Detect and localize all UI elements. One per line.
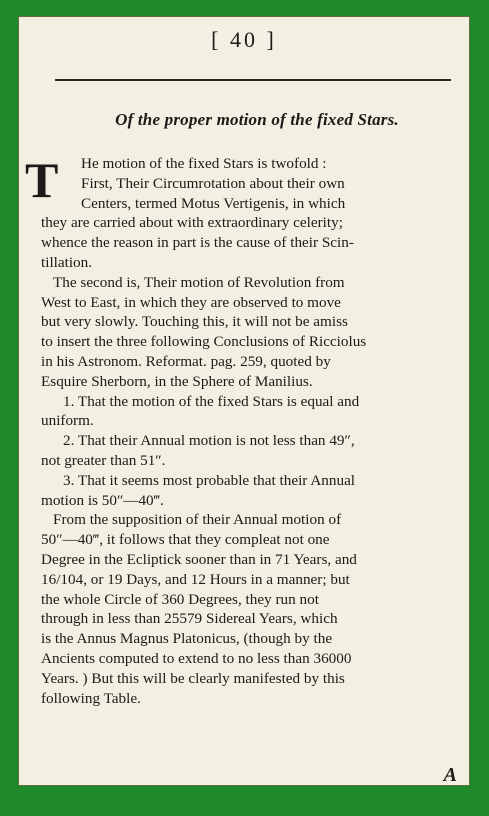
text-line: 3. That it seems most probable that their Annual (63, 471, 356, 489)
text-line: motion is 50″—40‴. (41, 491, 164, 509)
text-line: From the supposition of their Annual motion of (53, 511, 342, 529)
text-line: to insert the three following Conclusions of Ricciolus (41, 333, 367, 351)
text-line: whence the reason in part is the cause of their Scin- (41, 234, 354, 252)
text-line: Esquire Sherborn, in the Sphere of Manilius. (41, 372, 313, 390)
text-line: uniform. (41, 412, 94, 430)
header-rule (55, 79, 451, 81)
text-line: the whole Circle of 360 Degrees, they run not (41, 590, 319, 608)
text-line: Centers, termed Motus Vertigenis, in which (81, 194, 346, 212)
text-line: Years. ) But this will be clearly manifested by this (41, 669, 345, 687)
signature-mark: A (443, 764, 457, 786)
body-text (41, 154, 453, 708)
text-line: 1. That the motion of the fixed Stars is equal and (63, 392, 360, 410)
text-line: He motion of the fixed Stars is twofold : (81, 155, 327, 172)
section-heading: Of the proper motion of the fixed Stars. (115, 110, 399, 129)
text-line: West to East, in which they are observed to move (41, 293, 341, 311)
text-line: 16/104, or 19 Days, and 12 Hours in a manner; but (41, 570, 350, 588)
text-line: through in less than 25579 Sidereal Years, which (41, 610, 338, 628)
text-line: but very slowly. Touching this, it will not be amiss (41, 313, 348, 331)
text-line: is the Annus Magnus Platonicus, (though by the (41, 630, 333, 648)
book-page (18, 16, 470, 786)
drop-cap: T (25, 152, 59, 208)
page-number: [ 40 ] (211, 27, 277, 52)
text-line: tillation. (41, 253, 93, 271)
text-line: they are carried about with extraordinary celerity; (41, 214, 343, 232)
text-line: Degree in the Eclіptick sooner than in 71 Years, and (41, 550, 357, 568)
text-line: not greater than 51″. (41, 451, 166, 469)
text-line: in his Astronom. Reformat. pag. 259, quoted by (41, 352, 331, 370)
text-line: 2. That their Annual motion is not less than 49″, (63, 432, 355, 450)
text-line: 50″—40‴, it follows that they compleat not one (41, 531, 330, 549)
text-line: First, Their Circumrotation about their own (81, 174, 345, 192)
text-line: Ancients computed to extend to no less than 36000 (41, 649, 352, 667)
text-line: following Table. (41, 689, 141, 707)
text-line: The second is, Their motion of Revolution from (53, 273, 345, 291)
